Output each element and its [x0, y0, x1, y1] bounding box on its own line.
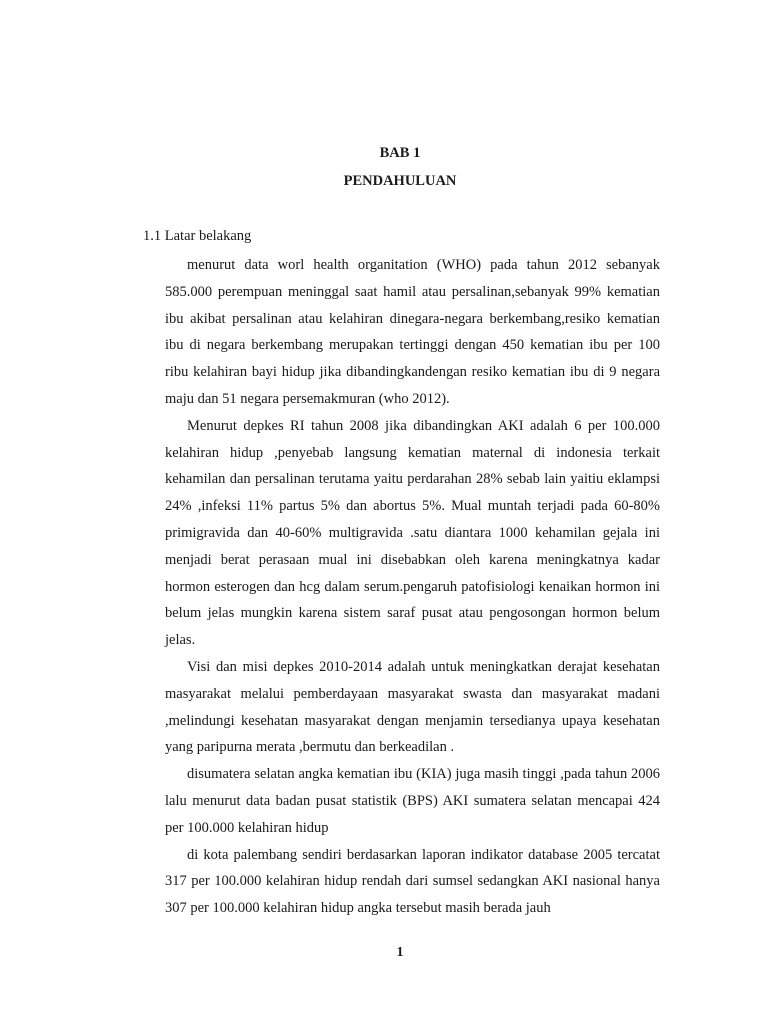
paragraph-depkes-2008: Menurut depkes RI tahun 2008 jika dibandingkan AKI adalah 6 per 100.000 kelahiran hidup ,penyebab langsung kematian maternal di indonesia terkait kehamilan dan persalinan terutama yaitu perdarahan 28% sebab lain yaitiu eklampsi 24% ,infeksi 11% partus 5% dan abortus 5%. Mual muntah terjadi pada 60-80% primigravida dan 40-60% multigravida .satu diantara 1000 kehamilan gejala ini menjadi berat perasaan mual ini disebabkan oleh karena meningkatnya kadar hormon esterogen dan hcg dalam serum.pengaruh patofisiologi kenaikan hormon ini belum jelas mungkin karena sistem saraf pusat atau pengosongan hormon belum jelas.	[165, 417, 660, 649]
paragraph-palembang: di kota palembang sendiri berdasarkan laporan indikator database 2005 tercatat 317 per 100.000 kelahiran hidup rendah dari sumsel sedangkan AKI nasional hanya 307 per 100.000 kelahiran hidup angka tersebut masih berada jauh	[165, 846, 660, 917]
section-heading: 1.1 Latar belakang	[143, 228, 252, 244]
chapter-number: BAB 1	[379, 145, 421, 161]
page-number: 1	[396, 945, 404, 960]
paragraph-who-statistics: menurut data worl health organitation (WHO) pada tahun 2012 sebanyak 585.000 perempuan meninggal saat hamil atau persalinan,sebanyak 99% kematian ibu akibat persalinan atau kelahiran dinegara-negara berkembang,resiko kematian ibu di negara berkembang merupakan tertinggi dengan 450 kematian ibu per 100 ribu kelahiran bayi hidup jika dibandingkandengan resiko kematian ibu di 9 negara maju dan 51 negara persemakmuran (who 2012).	[165, 257, 660, 407]
chapter-title: PENDAHULUAN	[343, 173, 457, 189]
paragraph-visi-misi: Visi dan misi depkes 2010-2014 adalah untuk meningkatkan derajat kesehatan masyarakat melalui pemberdayaan masyarakat swasta dan masyarakat madani ,melindungi kesehatan masyarakat dengan menjamin tersedianya upaya kesehatan yang paripurna merata ,bermutu dan berkeadilan .	[165, 658, 660, 756]
paragraph-sumatera-selatan: disumatera selatan angka kematian ibu (KIA) juga masih tinggi ,pada tahun 2006 lalu menurut data badan pusat statistik (BPS) AKI sumatera selatan mencapai 424 per 100.000 kelahiran hidup	[165, 766, 660, 836]
body-text	[165, 252, 660, 922]
